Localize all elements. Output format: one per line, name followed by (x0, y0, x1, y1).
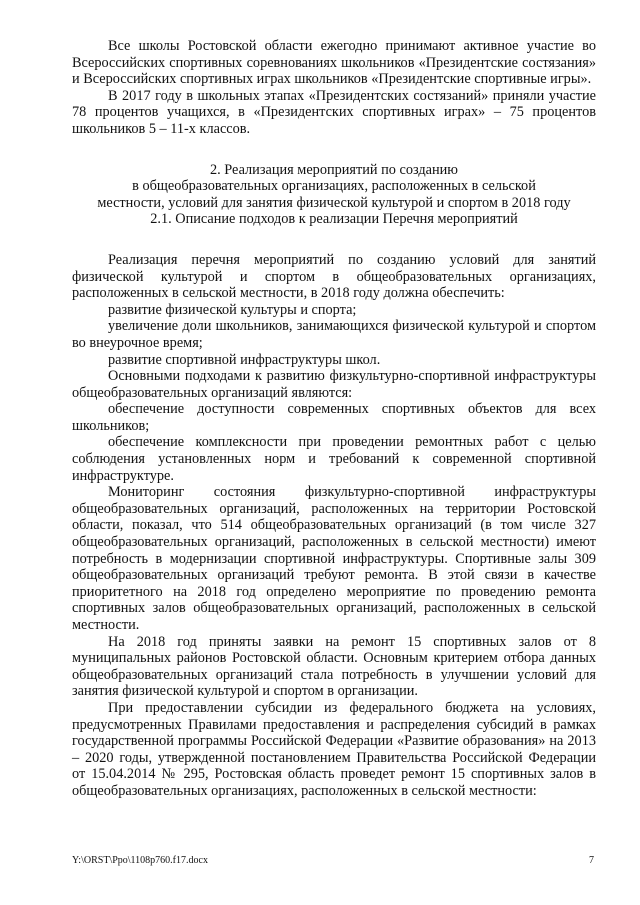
intro-paragraph-2: В 2017 году в школьных этапах «Президентских состязаний» приняли участие 78 процентов учащихся, в «Президентских спортивных играх» – 75 процентов школьников 5 – 11-х классов. (72, 87, 596, 137)
heading-line-2: в общеобразовательных организациях, расположенных в сельской (132, 178, 536, 195)
body-paragraph-8: Мониторинг состояния физкультурно-спортивной инфраструктуры общеобразовательных организаций, расположенных на территории Ростовской области, показал, что 514 общеобразовательных организаций (в том числе 327 общеобразовательных организаций, расположенных в сельской местности) имеют потребность в модернизации спортивной инфраструктуры. Спортивные залы 309 общеобразовательных организаций требуют ремонта. В этой связи в качестве приоритетного на 2018 год определено мероприятие по проведению ремонта спортивных залов общеобразовательных организаций, расположенных в сельской местности. (72, 484, 596, 633)
body-paragraph-5: Основными подходами к развитию физкультурно-спортивной инфраструктуры общеобразовательных организаций являются: (72, 368, 596, 401)
heading-line-3: местности, условий для занятия физической культурой и спортом в 2018 году (97, 194, 571, 211)
body-paragraph-7: обеспечение комплексности при проведении ремонтных работ с целью соблюдения установленных норм и требований к современной спортивной инфраструктуре. (72, 434, 596, 484)
intro-paragraph-1: Все школы Ростовской области ежегодно принимают активное участие во Всероссийских спортивных соревнованиях школьников «Президентские состязания» и Всероссийских спортивных играх школьников «Президентские спортивные игры». (72, 38, 596, 88)
body-paragraph-9: На 2018 год приняты заявки на ремонт 15 спортивных залов от 8 муниципальных районов Ростовской области. Основным критерием отбора данных общеобразовательных организаций стала потребность в улучшении условий для занятия физической культурой и спортом в организации. (72, 633, 596, 700)
section-heading (72, 162, 596, 228)
body-paragraph-10: При предоставлении субсидии из федерального бюджета на условиях, предусмотренных Правилами предоставления и распределения субсидий в рамках государственной программы Российской Федерации «Развитие образования» на 2013 – 2020 годы, утвержденной постановлением Правительства Российской Федерации от 15.04.2014 № 295, Ростовская область проведет ремонт 15 спортивных залов в общеобразовательных организациях, расположенных в сельской местности: (72, 699, 596, 799)
body-paragraph-2: развитие физической культуры и спорта; (108, 301, 357, 318)
heading-line-4: 2.1. Описание подходов к реализации Перечня мероприятий (150, 211, 518, 228)
file-path: Y:\ORST\Ppo\1108p760.f17.docx (72, 855, 208, 866)
body-paragraph-1: Реализация перечня мероприятий по созданию условий для занятий физической культурой и спортом в общеобразовательных организациях, расположенных в сельской местности, в 2018 году должна обеспечить: (72, 251, 596, 302)
page-number: 7 (589, 855, 594, 866)
body-paragraph-4: развитие спортивной инфраструктуры школ. (108, 351, 381, 368)
body-paragraph-6: обеспечение доступности современных спортивных объектов для всех школьников; (72, 401, 596, 434)
heading-line-1: 2. Реализация мероприятий по созданию (210, 161, 458, 178)
document-page (72, 38, 596, 800)
body-paragraph-3: увеличение доли школьников, занимающихся физической культурой и спортом во внеурочное время; (72, 318, 596, 351)
